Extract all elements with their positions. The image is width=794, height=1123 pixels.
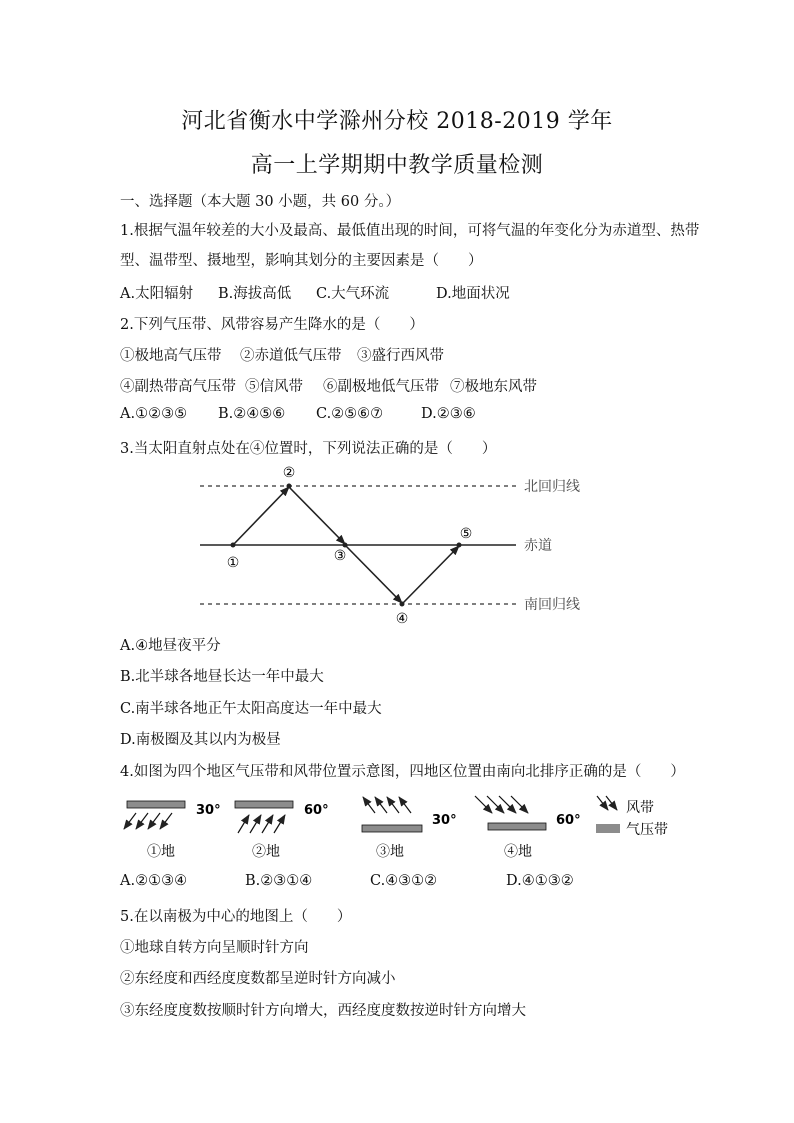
point-2-dot [287, 484, 292, 489]
wind-arrow [250, 815, 261, 833]
pressure-belt-bar [235, 801, 293, 808]
point-label-1: ① [226, 555, 240, 571]
q1-stem-line2: 型、温带型、摄地型，影响其划分的主要因素是（ ） [120, 253, 483, 269]
wind-arrow [160, 813, 172, 829]
q2-item-5: ⑤信风带 [245, 379, 303, 395]
wind-arrow [274, 815, 285, 833]
exam-title-line2: 高一上学期期中教学质量检测 [250, 153, 544, 178]
q2-item-4: ④副热带高气压带 [120, 379, 236, 395]
point-4-dot [400, 602, 405, 607]
q1-stem-line1: 1.根据气温年较差的大小及最高、最低值出现的时间，可将气温的年变化分为赤道型、热带 [120, 223, 700, 239]
exam-title-line1: 河北省衡水中学滁州分校 2018-2019 学年 [181, 109, 613, 134]
q2-option-a: A.①②③⑤ [120, 406, 188, 422]
q2-item-1: ①极地高气压带 [120, 348, 222, 364]
panel-2 [235, 801, 329, 860]
legend-wind-arrow [597, 796, 608, 810]
q3-option-d: D.南极圈及其以内为极昼 [120, 732, 281, 748]
wind-arrow [238, 815, 249, 833]
q2-item-2: ②赤道低气压带 [240, 348, 342, 364]
panel-2-label: ②地 [252, 844, 280, 860]
pressure-belt-bar [362, 825, 422, 832]
q3-option-a: A.④地昼夜平分 [120, 638, 221, 654]
point-3-dot [343, 543, 348, 548]
wind-arrow [148, 813, 160, 829]
panel-4 [475, 796, 581, 860]
legend [596, 796, 668, 838]
panel-1 [124, 801, 221, 860]
point-1-dot [231, 543, 236, 548]
wind-arrow [387, 797, 399, 813]
pressure-belt-bar [127, 801, 185, 808]
wind-arrow [262, 815, 273, 833]
point-label-3: ③ [333, 548, 347, 564]
point-label-2: ② [282, 465, 296, 481]
q4-option-a: A.②①③④ [120, 873, 188, 889]
q1-option-b: B.海拔高低 [218, 286, 292, 302]
panel-3 [362, 797, 457, 860]
q1-option-d: D.地面状况 [436, 286, 510, 302]
q2-item-7: ⑦极地东风带 [450, 379, 537, 395]
q4-pressure-wind-figure [124, 796, 668, 860]
q1-option-a: A.太阳辐射 [120, 286, 194, 302]
q2-option-b: B.②④⑤⑥ [218, 406, 286, 422]
q2-item-3: ③盛行西风带 [357, 348, 444, 364]
section-heading: 一、选择题（本大题 30 小题，共 60 分。） [120, 194, 401, 210]
q4-option-b: B.②③①④ [245, 873, 313, 889]
q2-item-6: ⑥副极地低气压带 [323, 379, 439, 395]
legend-wind-label: 风带 [626, 800, 654, 816]
sun-path-arrow-2 [289, 487, 345, 544]
wind-arrow [399, 797, 411, 813]
q5-stem: 5.在以南极为中心的地图上（ ） [120, 909, 352, 925]
panel-3-label: ③地 [376, 844, 404, 860]
q2-option-d: D.②③⑥ [421, 406, 476, 422]
sun-path-arrow-1 [233, 487, 289, 545]
q3-option-c: C.南半球各地正午太阳高度达一年中最大 [120, 701, 382, 717]
legend-wind-arrow [606, 796, 617, 810]
q5-item-3: ③东经度度数按顺时针方向增大，西经度度数按逆时针方向增大 [120, 1003, 526, 1019]
label-tropic-of-cancer: 北回归线 [524, 479, 580, 495]
wind-arrow [363, 797, 375, 813]
legend-pressure-swatch [596, 824, 620, 833]
sun-path-arrow-3 [345, 545, 402, 603]
q3-option-b: B.北半球各地昼长达一年中最大 [120, 669, 324, 685]
wind-arrow [124, 813, 136, 829]
q2-stem: 2.下列气压带、风带容易产生降水的是（ ） [120, 317, 424, 333]
q1-option-c: C.大气环流 [316, 286, 390, 302]
q2-option-c: C.②⑤⑥⑦ [316, 406, 384, 422]
panel-1-label: ①地 [147, 844, 175, 860]
point-label-4: ④ [395, 611, 409, 627]
sun-path-arrow-4 [402, 546, 459, 604]
q4-stem: 4.如图为四个地区气压带和风带位置示意图，四地区位置由南向北排序正确的是（ ） [120, 764, 685, 780]
point-label-5: ⑤ [459, 526, 473, 542]
point-5-dot [457, 543, 462, 548]
panel-4-lat: 60° [556, 813, 581, 828]
wind-arrow [136, 813, 148, 829]
label-tropic-of-capricorn: 南回归线 [524, 597, 580, 613]
panel-2-lat: 60° [304, 803, 329, 818]
legend-pressure-label: 气压带 [626, 822, 668, 838]
panel-4-label: ④地 [504, 844, 532, 860]
q4-option-c: C.④③①② [370, 873, 438, 889]
panel-1-lat: 30° [196, 803, 221, 818]
pressure-belt-bar [488, 823, 546, 830]
label-equator: 赤道 [524, 538, 552, 554]
wind-arrow [375, 797, 387, 813]
q3-stem: 3.当太阳直射点处在④位置时，下列说法正确的是（ ） [120, 441, 497, 457]
q5-item-1: ①地球自转方向呈顺时针方向 [120, 940, 309, 956]
q4-option-d: D.④①③② [506, 873, 574, 889]
panel-3-lat: 30° [432, 813, 457, 828]
q5-item-2: ②东经度和西经度度数都呈逆时针方向减小 [120, 971, 396, 987]
